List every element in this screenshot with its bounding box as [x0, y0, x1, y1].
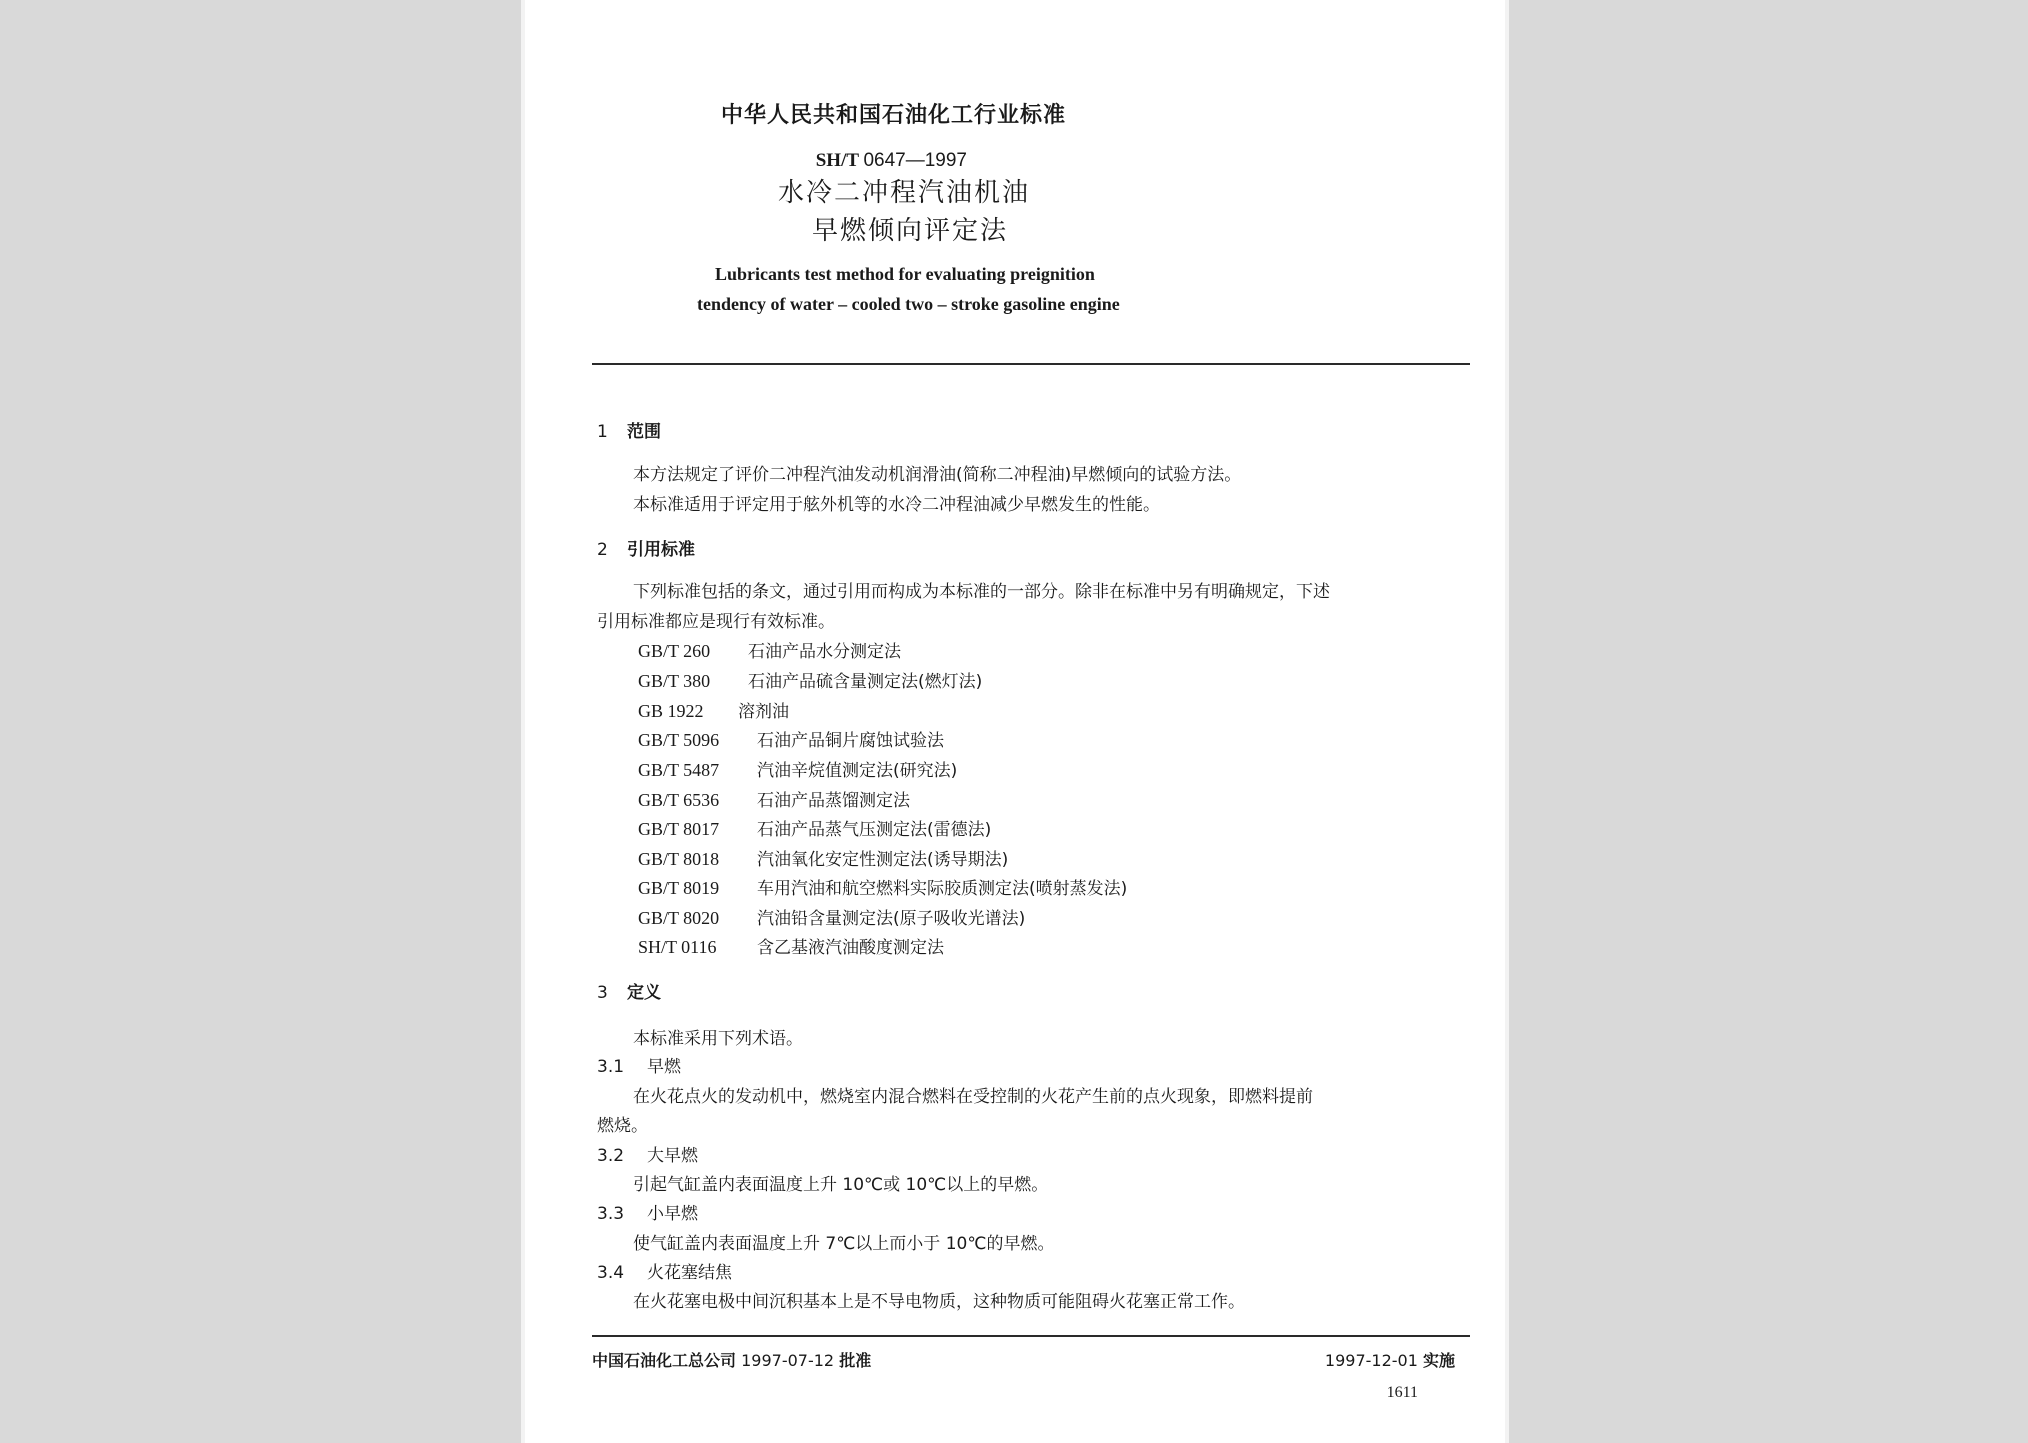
section-number: 1 — [597, 422, 608, 442]
reference-item — [638, 697, 789, 722]
term-heading — [597, 1258, 732, 1283]
term-number: 3.4 — [597, 1263, 625, 1283]
reference-item — [638, 786, 910, 811]
section-title: 定义 — [627, 983, 661, 1003]
effective-label: 实施 — [1422, 1351, 1455, 1370]
reference-code: GB/T 380 — [638, 671, 711, 691]
standard-code — [816, 150, 967, 172]
paragraph: 本标准采用下列术语。 — [633, 1029, 803, 1049]
term-name: 小早燃 — [647, 1204, 698, 1224]
approval-info — [592, 1348, 871, 1371]
reference-code: GB/T 8017 — [638, 819, 720, 839]
reference-title: 石油产品硫含量测定法(燃灯法) — [748, 672, 983, 692]
term-definition: 燃烧。 — [597, 1116, 648, 1136]
term-name: 大早燃 — [647, 1146, 698, 1166]
reference-title: 溶剂油 — [738, 702, 789, 722]
approver: 中国石油化工总公司 — [592, 1351, 737, 1370]
term-definition: 在火花点火的发动机中，燃烧室内混合燃料在受控制的火花产生前的点火现象，即燃料提前 — [633, 1087, 1313, 1107]
term-name: 火花塞结焦 — [647, 1263, 732, 1283]
section-number: 3 — [597, 983, 608, 1003]
title-cn-line2: 早燃倾向评定法 — [812, 216, 1009, 246]
header-divider — [592, 363, 1470, 365]
standard-code-number: 0647—1997 — [863, 150, 967, 171]
approval-label: 批准 — [839, 1351, 872, 1370]
footer-divider — [592, 1335, 1470, 1337]
paragraph: 引用标准都应是现行有效标准。 — [597, 612, 835, 632]
standard-code-prefix: SH/T — [815, 150, 859, 171]
reference-title: 汽油铅含量测定法(原子吸收光谱法) — [757, 909, 1026, 929]
term-definition: 引起气缸盖内表面温度上升 10℃或 10℃以上的早燃。 — [633, 1175, 1049, 1195]
reference-code: SH/T 0116 — [638, 937, 717, 957]
reference-code: GB/T 5487 — [638, 760, 720, 780]
title-cn-line1: 水冷二冲程汽油机油 — [778, 178, 1031, 208]
reference-item — [638, 874, 1127, 899]
effective-date: 1997-12-01 — [1324, 1351, 1418, 1370]
reference-code: GB/T 8019 — [638, 878, 720, 898]
reference-code: GB/T 260 — [638, 641, 711, 661]
reference-title: 石油产品水分测定法 — [748, 642, 901, 662]
page-number: 1611 — [1386, 1384, 1418, 1401]
reference-code: GB/T 6536 — [638, 790, 720, 810]
reference-title: 汽油辛烷值测定法(研究法) — [757, 761, 958, 781]
term-definition: 使气缸盖内表面温度上升 7℃以上而小于 10℃的早燃。 — [633, 1234, 1055, 1254]
reference-title: 石油产品蒸气压测定法(雷德法) — [757, 820, 992, 840]
section-1-heading — [597, 417, 661, 442]
term-number: 3.3 — [597, 1204, 625, 1224]
term-definition: 在火花塞电极中间沉积基本上是不导电物质，这种物质可能阻碍火花塞正常工作。 — [633, 1292, 1245, 1312]
title-en-line1: Lubricants test method for evaluating preignition — [715, 264, 1095, 284]
reference-code: GB/T 5096 — [638, 730, 720, 750]
reference-title: 石油产品铜片腐蚀试验法 — [757, 731, 944, 751]
reference-code: GB 1922 — [638, 701, 704, 721]
section-3-heading — [597, 978, 661, 1003]
issuer-heading: 中华人民共和国石油化工行业标准 — [721, 103, 1067, 128]
section-title: 范围 — [627, 422, 661, 442]
reference-item — [638, 904, 1025, 929]
reference-item — [638, 933, 944, 958]
term-number: 3.1 — [597, 1057, 625, 1077]
reference-title: 汽油氧化安定性测定法(诱导期法) — [757, 850, 1009, 870]
term-heading — [597, 1052, 681, 1077]
reference-item — [638, 845, 1008, 870]
paragraph: 本标准适用于评定用于舷外机等的水冷二冲程油减少早燃发生的性能。 — [633, 495, 1160, 515]
reference-code: GB/T 8020 — [638, 908, 720, 928]
paragraph: 本方法规定了评价二冲程汽油发动机润滑油(简称二冲程油)早燃倾向的试验方法。 — [633, 465, 1242, 485]
reference-title: 含乙基液汽油酸度测定法 — [757, 938, 944, 958]
reference-item — [638, 637, 901, 662]
reference-code: GB/T 8018 — [638, 849, 720, 869]
approval-date: 1997-07-12 — [741, 1351, 835, 1370]
effective-info — [1325, 1348, 1455, 1371]
reference-item — [638, 667, 982, 692]
reference-title: 车用汽油和航空燃料实际胶质测定法(喷射蒸发法) — [757, 879, 1128, 899]
title-en-line2: tendency of water – cooled two – stroke gasoline engine — [697, 294, 1120, 314]
term-name: 早燃 — [647, 1057, 681, 1077]
section-title: 引用标准 — [627, 540, 695, 560]
section-number: 2 — [597, 540, 608, 560]
term-number: 3.2 — [597, 1146, 625, 1166]
section-2-heading — [597, 535, 695, 560]
document-page — [521, 0, 1509, 1443]
reference-title: 石油产品蒸馏测定法 — [757, 791, 910, 811]
paragraph: 下列标准包括的条文，通过引用而构成为本标准的一部分。除非在标准中另有明确规定，下述 — [633, 582, 1330, 602]
reference-item — [638, 815, 991, 840]
reference-item — [638, 756, 957, 781]
term-heading — [597, 1141, 698, 1166]
term-heading — [597, 1199, 698, 1224]
reference-item — [638, 726, 944, 751]
